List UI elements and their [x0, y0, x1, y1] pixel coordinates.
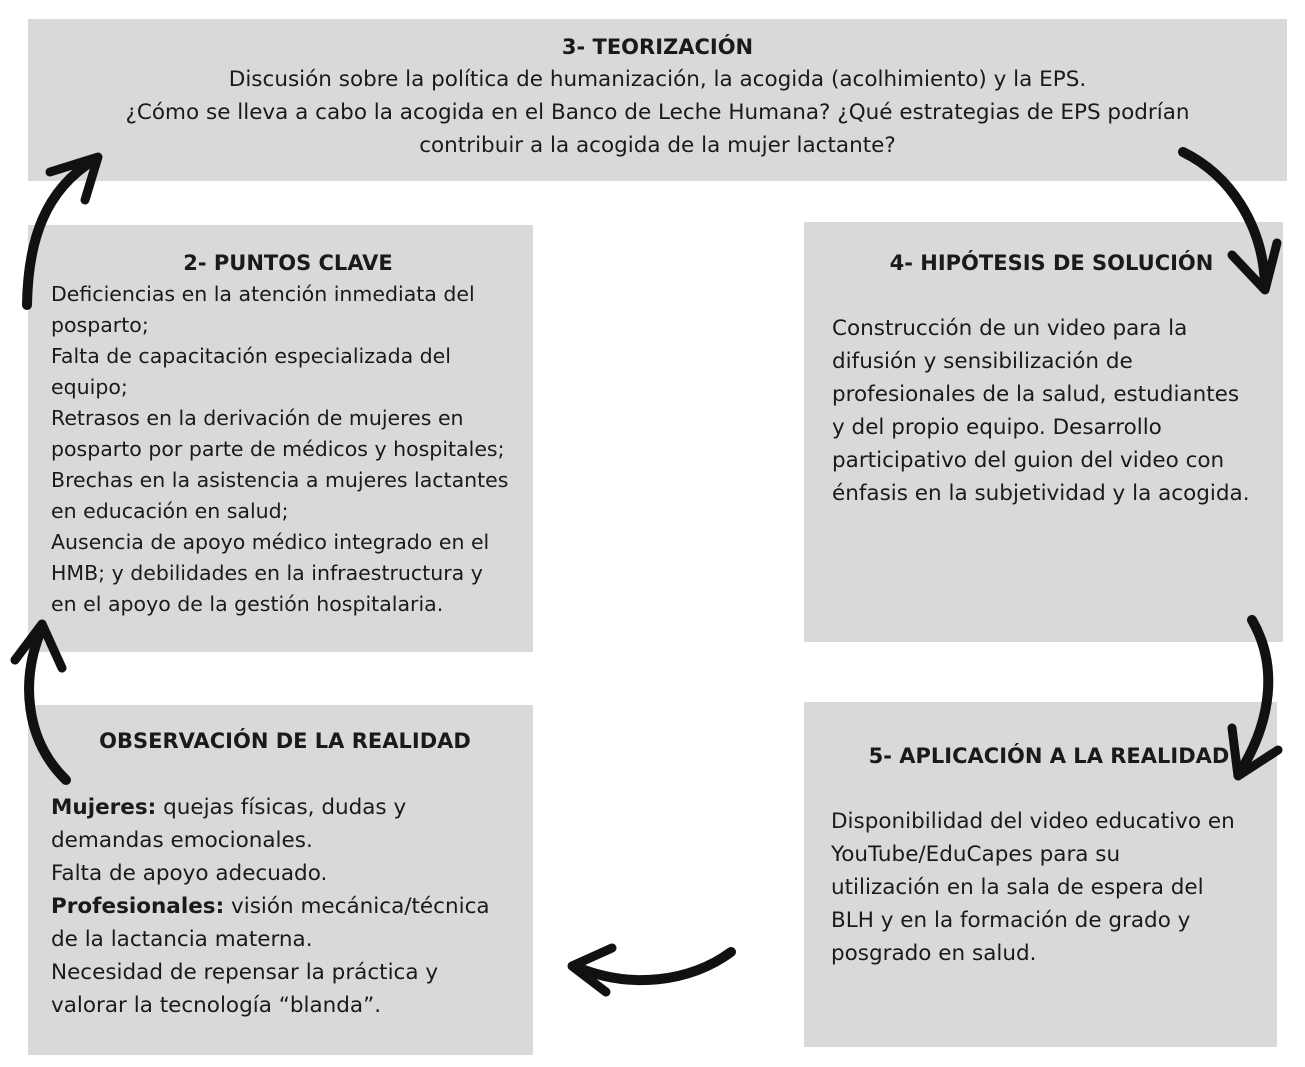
puntos-clave-line: Brechas en la asistencia a mujeres lactantes	[51, 468, 509, 492]
hipotesis-line: y del propio equipo. Desarrollo	[832, 415, 1162, 440]
profesionales-label: Profesionales:	[51, 894, 225, 919]
puntos-clave-text	[51, 279, 519, 620]
observacion-line	[51, 890, 519, 923]
observacion-line	[51, 791, 519, 824]
hipotesis-line: énfasis en la subjetividad y la acogida.	[832, 481, 1250, 506]
profesionales-text: visión mecánica/técnica	[224, 894, 490, 919]
aplicacion-line: posgrado en salud.	[831, 941, 1037, 966]
puntos-clave-line: Retrasos en la derivación de mujeres en	[51, 406, 464, 430]
observacion-title: OBSERVACIÓN DE LA REALIDAD	[99, 729, 471, 753]
hipotesis-line: difusión y sensibilización de	[832, 349, 1133, 374]
teorizacion-line: ¿Cómo se lleva a cabo la acogida en el Banco de Leche Humana? ¿Qué estrategias de EPS podrían	[125, 100, 1190, 125]
puntos-clave-line: equipo;	[51, 375, 128, 399]
puntos-clave-line: posparto por parte de médicos y hospitales;	[51, 437, 505, 461]
observacion-text	[51, 791, 519, 1022]
aplicacion-line: utilización en la sala de espera del	[831, 875, 1204, 900]
aplicacion-title: 5- APLICACIÓN A LA REALIDAD	[868, 744, 1230, 768]
observacion-line: valorar la tecnología “blanda”.	[51, 993, 382, 1018]
hipotesis-line: Construcción de un video para la	[832, 316, 1188, 341]
observacion-line: Falta de apoyo adecuado.	[51, 861, 328, 886]
observacion-box	[28, 705, 533, 1055]
puntos-clave-line: Deficiencias en la atención inmediata del	[51, 282, 475, 306]
aplicacion-text	[831, 805, 1267, 970]
puntos-clave-line: posparto;	[51, 313, 149, 337]
arrow-aplicacion-to-observacion	[572, 948, 731, 992]
puntos-clave-line: en el apoyo de la gestión hospitalaria.	[51, 592, 444, 616]
observacion-line: de la lactancia materna.	[51, 927, 313, 952]
observacion-line: demandas emocionales.	[51, 828, 313, 853]
aplicacion-line: BLH y en la formación de grado y	[831, 908, 1191, 933]
aplicacion-box	[804, 702, 1277, 1047]
hipotesis-text	[832, 312, 1271, 510]
hipotesis-box	[804, 222, 1283, 642]
hipotesis-line: profesionales de la salud, estudiantes	[832, 382, 1240, 407]
teorizacion-line: Discusión sobre la política de humanización, la acogida (acolhimiento) y la EPS.	[228, 67, 1087, 92]
mujeres-text: quejas físicas, dudas y	[156, 795, 407, 820]
puntos-clave-title: 2- PUNTOS CLAVE	[183, 251, 393, 275]
teorizacion-line: contribuir a la acogida de la mujer lactante?	[419, 133, 896, 158]
hipotesis-title: 4- HIPÓTESIS DE SOLUCIÓN	[889, 251, 1214, 275]
mujeres-label: Mujeres:	[51, 795, 157, 820]
aplicacion-line: Disponibilidad del video educativo en	[831, 809, 1235, 834]
puntos-clave-line: Falta de capacitación especializada del	[51, 344, 451, 368]
puntos-clave-box	[28, 225, 533, 652]
puntos-clave-line: HMB; y debilidades en la infraestructura y	[51, 561, 483, 585]
hipotesis-line: participativo del guion del video con	[832, 448, 1225, 473]
teorizacion-text	[28, 63, 1287, 162]
observacion-line: Necesidad de repensar la práctica y	[51, 960, 439, 985]
teorizacion-box	[28, 19, 1287, 181]
teorizacion-title: 3- TEORIZACIÓN	[561, 35, 754, 59]
puntos-clave-line: en educación en salud;	[51, 499, 289, 523]
puntos-clave-line: Ausencia de apoyo médico integrado en el	[51, 530, 490, 554]
aplicacion-line: YouTube/EduCapes para su	[831, 842, 1121, 867]
